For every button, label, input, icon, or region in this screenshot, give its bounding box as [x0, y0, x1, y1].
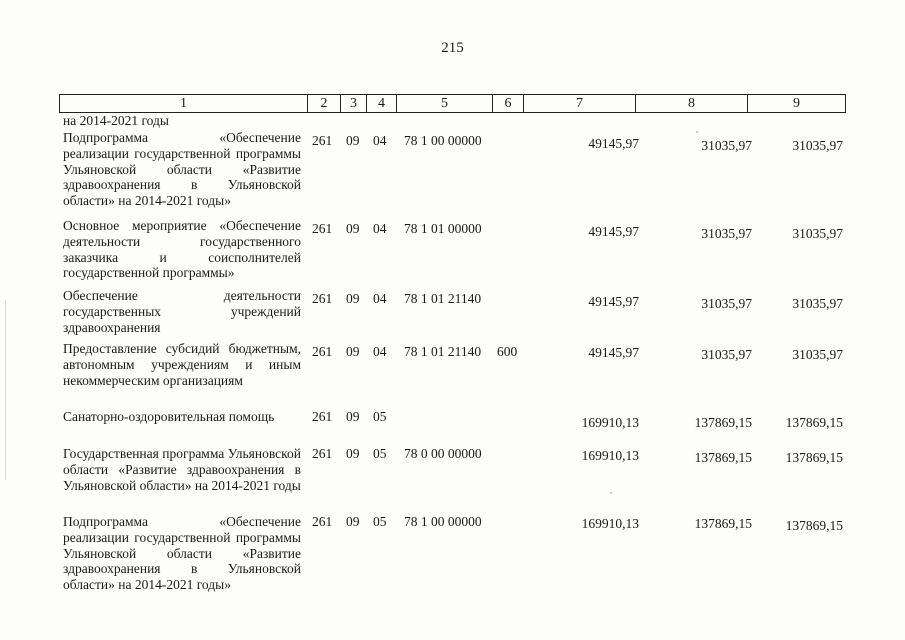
row-value-col9: 137869,15: [785, 415, 843, 430]
row-code-admin: 261: [312, 221, 333, 236]
row-value-col8: 31035,97: [701, 138, 752, 153]
row-code-section: 09: [346, 344, 360, 359]
header-cell-9: 9: [793, 96, 800, 111]
row-value-col9: 31035,97: [792, 138, 843, 153]
row-code-target: 78 1 01 21140: [404, 344, 482, 359]
row-code-target: 78 1 01 21140: [404, 291, 482, 306]
row-code-section: 09: [346, 409, 360, 424]
row-value-col8: 137869,15: [694, 450, 752, 465]
row-code-section: 09: [346, 514, 360, 529]
row-code-subsection: 04: [373, 344, 387, 359]
row-value-col8: 137869,15: [694, 516, 752, 531]
row-value-col7: 49145,97: [588, 345, 639, 360]
row-code-target: 78 1 01 00000: [404, 221, 482, 236]
row-value-col7: 169910,13: [581, 448, 639, 463]
header-cell-2: 2: [308, 95, 341, 112]
row-value-col9: 137869,15: [785, 518, 843, 533]
row-code-section: 09: [346, 221, 360, 236]
header-cell-8: 8: [636, 95, 748, 112]
row-value-col8: 31035,97: [701, 226, 752, 241]
header-cell-5: 5: [397, 95, 493, 112]
row-code-subsection: 05: [373, 446, 387, 461]
header-cell-7: 7: [524, 95, 636, 112]
row-code-expense-type: 600: [497, 344, 518, 359]
scan-edge-line: [5, 300, 6, 480]
row-value-col8: 137869,15: [694, 415, 752, 430]
row-value-col7: 49145,97: [588, 136, 639, 151]
row-name: Подпрограмма «Обеспечение реализации государственной программы Ульяновской области «Развитие здравоохранения в Ульяновской области» на 2014-2021 годы»: [63, 514, 301, 593]
header-cell-3: 3: [341, 95, 367, 112]
continuation-text: на 2014-2021 годы: [63, 113, 169, 128]
row-name: Санаторно-оздоровительная помощь: [63, 409, 275, 424]
row-value-col7: 169910,13: [581, 415, 639, 430]
row-code-section: 09: [346, 446, 360, 461]
row-name: Обеспечение деятельности государственных учреждений здравоохранения: [63, 288, 301, 335]
row-name: Предоставление субсидий бюджетным, автономным учреждениям и иным некоммерческим организациям: [63, 341, 301, 388]
table-header-row: [59, 94, 846, 113]
row-code-admin: 261: [312, 409, 333, 424]
header-cell-1: 1: [60, 95, 308, 112]
row-code-subsection: 04: [373, 133, 387, 148]
row-code-target: 78 1 00 00000: [404, 133, 482, 148]
row-code-subsection: 05: [373, 409, 387, 424]
row-value-col8: 31035,97: [701, 296, 752, 311]
scan-speck: [610, 492, 612, 494]
row-value-col9: 31035,97: [792, 347, 843, 362]
row-code-admin: 261: [312, 291, 333, 306]
row-value-col9: 137869,15: [785, 450, 843, 465]
row-code-section: 09: [346, 291, 360, 306]
row-name: Основное мероприятие «Обеспечение деятельности государственного заказчика и соисполнителей государственной программы»: [63, 218, 301, 281]
header-cell-4: 4: [367, 95, 397, 112]
page-number: 215: [441, 40, 464, 56]
row-value-col7: 49145,97: [588, 294, 639, 309]
row-code-admin: 261: [312, 514, 333, 529]
row-code-section: 09: [346, 133, 360, 148]
row-code-target: 78 1 00 00000: [404, 514, 482, 529]
row-code-target: 78 0 00 00000: [404, 446, 482, 461]
row-code-admin: 261: [312, 133, 333, 148]
scan-speck: [696, 131, 698, 133]
row-code-admin: 261: [312, 344, 333, 359]
row-value-col7: 49145,97: [588, 224, 639, 239]
row-name: Государственная программа Ульяновской области «Развитие здравоохранения в Ульяновской области» на 2014-2021 годы: [63, 446, 301, 493]
row-name: Подпрограмма «Обеспечение реализации государственной программы Ульяновской области «Развитие здравоохранения в Ульяновской области» на 2014-2021 годы»: [63, 130, 301, 209]
row-value-col9: 31035,97: [792, 226, 843, 241]
row-code-subsection: 05: [373, 514, 387, 529]
row-code-admin: 261: [312, 446, 333, 461]
row-value-col8: 31035,97: [701, 347, 752, 362]
row-value-col9: 31035,97: [792, 296, 843, 311]
header-cell-6: 6: [493, 95, 524, 112]
row-code-subsection: 04: [373, 221, 387, 236]
row-code-subsection: 04: [373, 291, 387, 306]
row-value-col7: 169910,13: [581, 516, 639, 531]
